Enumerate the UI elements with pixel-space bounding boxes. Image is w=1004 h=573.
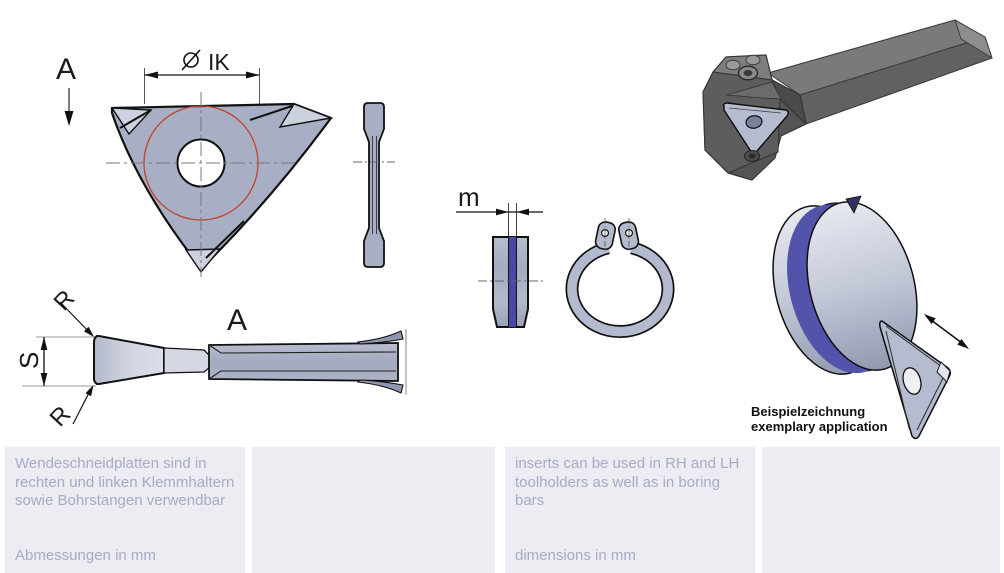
note-german bbox=[5, 447, 245, 573]
profile-view-drawing bbox=[14, 285, 406, 432]
ik-dimension bbox=[145, 49, 260, 104]
dimension-arrow-icon bbox=[41, 373, 48, 386]
caption-line-de: Beispielzeichnung bbox=[751, 404, 866, 419]
retaining-ring-drawing bbox=[572, 218, 668, 332]
corner-facet bbox=[186, 249, 220, 272]
m-label: m bbox=[458, 182, 480, 212]
insert-front-view-drawing bbox=[353, 103, 395, 267]
r-dimension-bottom bbox=[45, 385, 94, 432]
note-german-body: Wendeschneidplatten sind in rechten und linken Klemmhaltern sowie Bohrstangen verwendbar bbox=[15, 455, 235, 510]
m-dimension bbox=[456, 182, 543, 238]
note-spacer-block-1 bbox=[252, 447, 495, 573]
cutting-head bbox=[94, 336, 164, 384]
leader-arrow-icon bbox=[86, 385, 94, 396]
r-bottom-label: R bbox=[44, 400, 77, 433]
disc-application-render bbox=[756, 189, 969, 438]
dimension-arrow-icon bbox=[246, 72, 260, 79]
note-english-dimensions: dimensions in mm bbox=[515, 547, 636, 564]
note-english-body: inserts can be used in RH and LH toolholders as well as in boring bars bbox=[515, 455, 740, 510]
r-dimension-top bbox=[49, 285, 94, 337]
dimension-arrow-icon bbox=[145, 72, 159, 79]
application-caption bbox=[751, 404, 888, 435]
s-dimension bbox=[14, 337, 96, 386]
footnotes-section bbox=[0, 447, 1004, 573]
dimension-arrow-icon bbox=[517, 209, 530, 216]
washer-side-view-drawing bbox=[478, 237, 546, 327]
caption-line-en: exemplary application bbox=[751, 419, 888, 435]
insert-profile-body bbox=[364, 103, 384, 267]
insert-body bbox=[112, 104, 331, 263]
movement-arrow-icon bbox=[924, 314, 969, 349]
ik-label: IK bbox=[208, 49, 230, 75]
groove-strip bbox=[509, 237, 517, 327]
view-a-label: A bbox=[56, 53, 77, 86]
end-flare bbox=[358, 380, 403, 393]
note-english bbox=[505, 447, 755, 573]
insert-top-view-drawing bbox=[106, 92, 331, 277]
note-spacer-block-2 bbox=[762, 447, 1000, 573]
dimension-arrow-icon bbox=[41, 337, 48, 350]
toolholder-render bbox=[703, 20, 992, 180]
ring-body bbox=[572, 248, 668, 332]
note-german-dimensions: Abmessungen in mm bbox=[15, 547, 156, 564]
dimension-arrow-icon bbox=[496, 209, 509, 216]
screw-head bbox=[726, 60, 740, 70]
view-a-arrow-icon bbox=[65, 111, 74, 126]
s-label: S bbox=[14, 351, 44, 369]
view-direction-indicator bbox=[56, 53, 76, 126]
shaft-bar bbox=[209, 343, 398, 381]
profile-view-a-label: A bbox=[227, 304, 248, 337]
neck bbox=[164, 348, 209, 373]
screw-head bbox=[746, 55, 760, 65]
r-top-label: R bbox=[48, 284, 81, 317]
end-flare bbox=[358, 331, 403, 344]
